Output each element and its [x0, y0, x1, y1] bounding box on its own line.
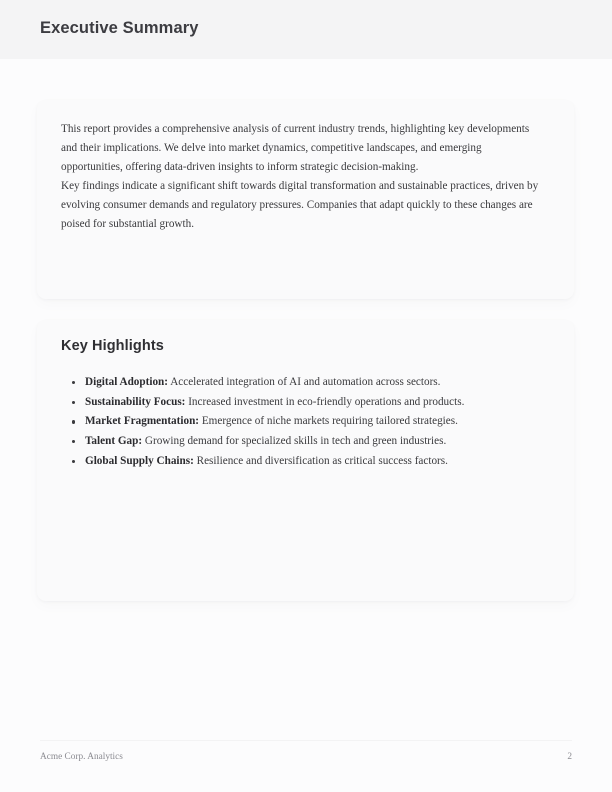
list-item-description: Accelerated integration of AI and automation across sectors. — [170, 376, 441, 388]
list-item-label: Talent Gap: — [85, 435, 143, 448]
list-item-label: Digital Adoption: — [85, 376, 168, 388]
list-item — [67, 395, 543, 410]
list-item-label: Sustainability Focus: — [85, 395, 186, 408]
key-highlights-card — [37, 320, 574, 601]
list-item — [67, 414, 543, 429]
list-item-description: Emergence of niche markets requiring tailored strategies. — [201, 415, 458, 428]
list-item-description: Growing demand for specialized skills in tech and green industries. — [144, 435, 447, 448]
list-item-description: Resilience and diversification as critical success factors. — [196, 454, 448, 467]
page-footer — [40, 740, 572, 771]
footer-page-number: 2 — [567, 752, 572, 762]
list-item — [67, 434, 543, 449]
page-header — [0, 0, 612, 59]
list-item-label: Global Supply Chains: — [85, 454, 194, 467]
key-highlights-heading: Key Highlights — [61, 338, 164, 354]
executive-summary-card — [37, 100, 574, 299]
summary-paragraph-2: Key findings indicate a significant shift towards digital transformation and sustainable practices, driven by evolving consumer demands and regulatory pressures. Companies that adapt quickly to these changes are poised for substantial growth. — [61, 180, 539, 230]
footer-organization: Acme Corp. Analytics — [40, 752, 123, 762]
list-item — [67, 454, 543, 469]
page-title: Executive Summary — [40, 19, 199, 37]
summary-paragraph-1: This report provides a comprehensive analysis of current industry trends, highlighting key developments and their implications. We delve into market dynamics, competitive landscapes, and emerging opportunities, offering data-driven insights to inform strategic decision-making. — [61, 123, 530, 173]
list-item — [67, 375, 543, 390]
key-highlights-list — [67, 375, 543, 473]
list-item-description: Increased investment in eco-friendly operations and products. — [188, 395, 465, 408]
list-item-label: Market Fragmentation: — [85, 415, 200, 428]
